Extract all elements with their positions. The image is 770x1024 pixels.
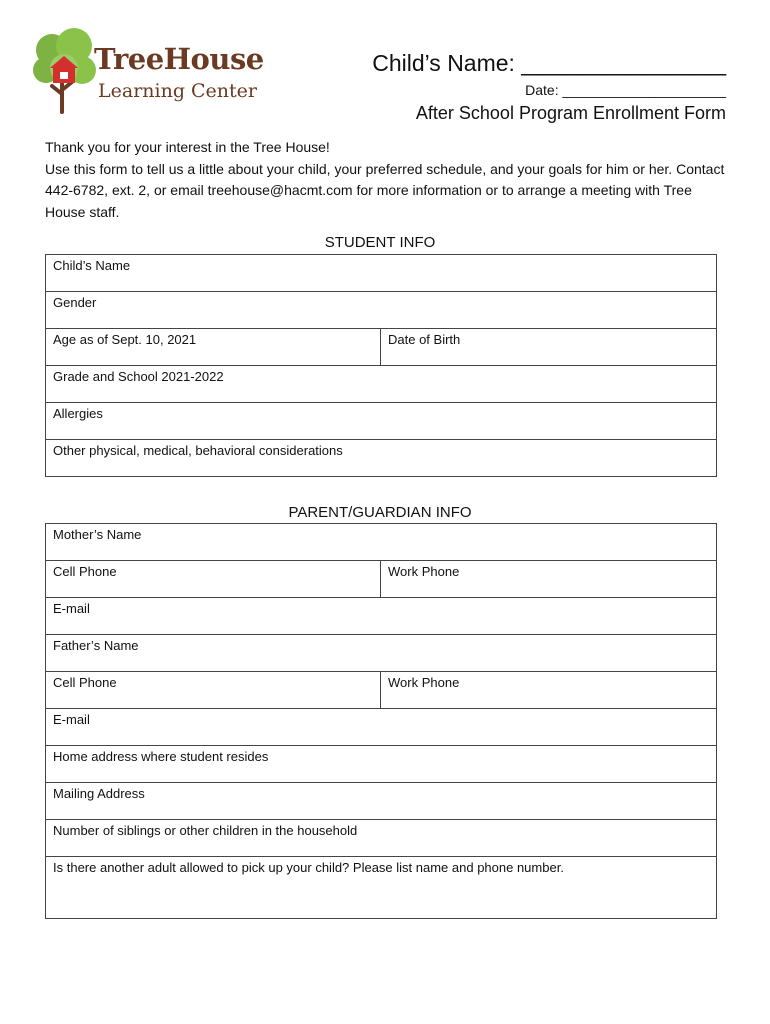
tree-house-logo-icon xyxy=(32,28,102,118)
mother-cell-phone-input[interactable]: Cell Phone xyxy=(46,561,381,598)
siblings-input[interactable]: Number of siblings or other children in the household xyxy=(46,820,717,857)
father-work-phone-input[interactable]: Work Phone xyxy=(381,672,717,709)
date-field[interactable]: Date: _____________________ xyxy=(525,82,726,98)
grade-school-input[interactable]: Grade and School 2021-2022 xyxy=(46,366,717,403)
other-considerations-input[interactable]: Other physical, medical, behavioral considerations xyxy=(46,440,717,477)
home-address-input[interactable]: Home address where student resides xyxy=(46,746,717,783)
date-of-birth-input[interactable]: Date of Birth xyxy=(381,329,717,366)
parent-info-heading: PARENT/GUARDIAN INFO xyxy=(288,504,472,521)
parent-info-table xyxy=(45,523,717,919)
mailing-address-input[interactable]: Mailing Address xyxy=(46,783,717,820)
allergies-input[interactable]: Allergies xyxy=(46,403,717,440)
mother-email-input[interactable]: E-mail xyxy=(46,598,717,635)
mother-work-phone-input[interactable]: Work Phone xyxy=(381,561,717,598)
father-cell-phone-input[interactable]: Cell Phone xyxy=(46,672,381,709)
father-email-input[interactable]: E-mail xyxy=(46,709,717,746)
pickup-adult-input[interactable]: Is there another adult allowed to pick up your child? Please list name and phone number. xyxy=(46,857,717,919)
student-info-heading: STUDENT INFO xyxy=(324,234,436,251)
mothers-name-input[interactable]: Mother’s Name xyxy=(46,524,717,561)
intro-text xyxy=(45,137,725,223)
childs-name-field[interactable]: Child’s Name: ________________ xyxy=(372,50,726,76)
fathers-name-input[interactable]: Father’s Name xyxy=(46,635,717,672)
intro-line-1: Thank you for your interest in the Tree House! xyxy=(45,139,330,155)
gender-input[interactable]: Gender xyxy=(46,292,717,329)
logo-text-learning-center: Learning Center xyxy=(98,80,258,102)
intro-line-2: Use this form to tell us a little about your child, your preferred schedule, and your goals for him or her. Contact 442-6782, ext. 2, or email treehouse@hacmt.com for more information or to arrange a meeting with Tree House staff. xyxy=(45,160,725,220)
age-input[interactable]: Age as of Sept. 10, 2021 xyxy=(46,329,381,366)
student-info-table xyxy=(45,254,717,477)
treehouse-logo xyxy=(32,28,262,118)
logo-text-treehouse: TreeHouse xyxy=(94,42,264,76)
form-title: After School Program Enrollment Form xyxy=(415,103,726,123)
childs-name-input[interactable]: Child’s Name xyxy=(46,255,717,292)
